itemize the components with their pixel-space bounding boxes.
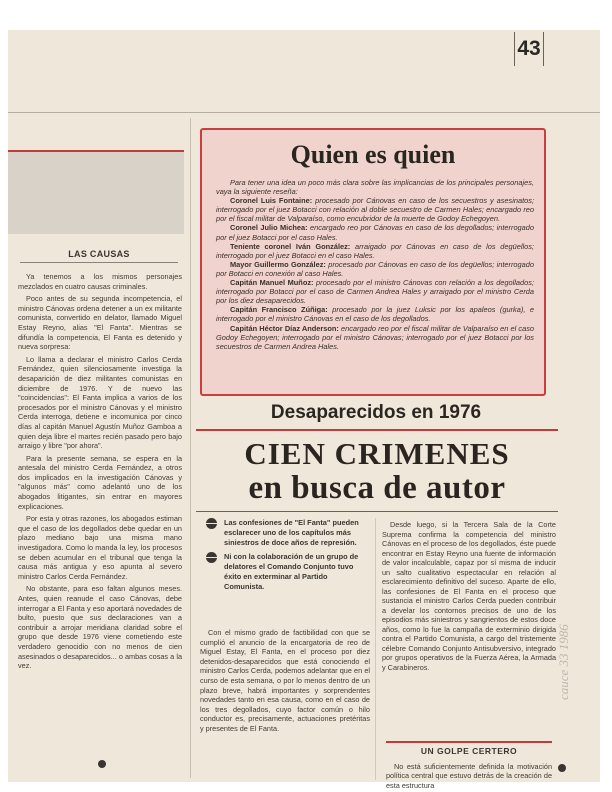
headline-line-1: CIEN CRIMENES — [244, 436, 510, 471]
entry: Capitán Francisco Zúñiga: procesado por la juez Luksic por los apaleos (gurka), e interrogado por el ministro Cánovas en el caso de los degollados. — [216, 305, 535, 324]
entry: Capitán Manuel Muñoz: procesado por el ministro Cánovas con relación a los degollados; interrogado por Botacci por el caso de Carmen Andrea Hales y arraigado por el ministro Cerda por los diez desaparecidos. — [216, 278, 534, 306]
bullet-item: Ni con la colaboración de un grupo de delatores el Comando Conjunto tuvo éxito en exterminar al Partido Comunista. — [200, 552, 360, 592]
red-rule — [8, 150, 184, 152]
paragraph: Desde luego, si la Tercera Sala de la Corte Suprema confirma la competencia del ministro Cánovas en el proceso de los degollados, éste puede encontrar en Estay Reyno una fuente de información de valor incalculable, capaz por sí misma de inducir un salto cualitativo espectacular en relación al esclarecimiento definitivo del suceso. Aparte de ello, las confesiones de El Fanta en el proceso que sustancia el ministro Carlos Cerda pueden contribuir a develar los contornos precisos de uno de los episodios más siniestros y sangrientos de estos doce años, como lo fue la campaña de exterminio dirigida contra el Partido Comunista, a cargo del tristemente célebre Comando Conjunto Antisubversivo, integrado por grupos operativos de la Fuerza Aérea, la Armada y Carabineros. — [382, 520, 556, 672]
box-body — [216, 178, 534, 351]
page-number: 43 — [514, 32, 544, 66]
image-placeholder — [8, 150, 184, 234]
bullet-icon — [206, 518, 217, 529]
right-column-continued — [386, 762, 552, 790]
headline-line-2: en busca de autor — [248, 470, 506, 506]
column-divider — [190, 118, 191, 778]
entry: Coronel Julio Michea: encargado reo por Cánovas en caso de los degollados; interrogado por el juez Botacci por el caso Hales. — [216, 223, 534, 242]
paragraph: Ya tenemos a los mismos personajes mezclados en cuatro causas criminales. — [18, 272, 182, 291]
entry: Coronel Luis Fontaine: procesado por Cánovas en caso de los secuestros y asesinatos; interrogado por el juez Botacci con relación al doble secuestro de Carmen Hales; encargado reo por el fiscal militar de Valparaíso, como encubridor de la muerte de Godoy Echegoyen. — [216, 196, 534, 224]
paragraph: Con el mismo grado de factibilidad con que se cumplió el anuncio de la encargatoria de reo de Miguel Estay, El Fanta, en el proceso por diez detenidos-desaparecidos que está conociendo el ministro Carlos Cerda, podemos adelantar que en el curso de esta semana, o por lo menos dentro de un plazo breve, habrá importantes y sorprendentes novedades tanto en esa causa, como en el caso de los tres degollados, cuyo factor común o hilo conductor es, precisamente, actuaciones pretéritas y presentes de El Fanta. — [200, 628, 370, 733]
paragraph: Lo llama a declarar el ministro Carlos Cerda Fernández, quien silenciosamente investiga la desaparición de diez militantes comunistas en diciembre de 1976. Y de nuevo las "coincidencias": El Fanta implica a varios de los procesados por el ministro Cánovas y el ministro Cerda interroga, detiene e incomunica por cinco días al capitán Manuel Agustín Muñoz Gamboa a quien deja libre el martes recién pasado pero bajo arraigo y libre "por ahora". — [18, 354, 182, 451]
quien-es-quien-box — [200, 128, 546, 396]
red-rule — [196, 511, 558, 512]
top-divider — [8, 112, 600, 113]
end-mark-icon — [98, 760, 106, 768]
middle-column — [200, 628, 370, 734]
paragraph: Para la presente semana, se espera en la antesala del ministro Cerda Fernández, a otros dos implicados en la investigación Cánovas y "algunos más" como adelantó uno de los abogados litigantes, sin entrar en mayores explicaciones. — [18, 453, 182, 511]
entry: Mayor Guillermo González: procesado por Cánovas en caso de los degüellos; interrogado por Botacci en conexión al caso Hales. — [216, 259, 534, 278]
paragraph: No está suficientemente definida la motivación política central que estuvo detrás de la creación de esta estructura — [386, 762, 552, 790]
bullet-item: Las confesiones de "El Fanta" pueden esclarecer uno de los capítulos más siniestros de doce años de represión. — [200, 518, 360, 548]
entry: Capitán Héctor Díaz Anderson: encargado reo por el fiscal militar de Valparaíso en el caso Godoy Echegoyen; interrogado por el ministro Cánovas; interrogado por el juez Botacci por los secuestros de Carmen Andrea Hales. — [216, 323, 534, 351]
paragraph: Por esta y otras razones, los abogados estiman que el caso de los degollados debe quedar en un plazo mediano bajo una misma mano investigadora. Como lo manda la ley, los procesos se deben acumular en el tribunal que tenga la causa más antigua y eso apunta al severo ministro Carlos Cerda Fernández. — [18, 514, 182, 581]
deck-bullets — [200, 518, 360, 596]
subhead-golpe: UN GOLPE CERTERO — [420, 746, 518, 756]
red-rule — [386, 741, 552, 743]
headline — [196, 436, 558, 506]
entry: Teniente coronel Iván González: arraigado por Cánovas en caso de los degüellos; interrogado por el juez Botacci en el caso Hales. — [216, 241, 534, 260]
bullet-icon — [206, 552, 217, 563]
continue-mark-icon — [558, 764, 566, 772]
box-title: Quien es quien — [290, 140, 456, 169]
red-rule — [196, 429, 558, 431]
column-divider — [375, 518, 376, 780]
left-column — [18, 272, 182, 772]
section-title-causas: LAS CAUSAS — [20, 249, 178, 263]
right-column — [382, 520, 556, 672]
paragraph: No obstante, para eso faltan algunos meses. Antes, quien reanude el caso Cánovas, debe interrogar a El Fanta y eso aportará novedades de bulto, puesto que sus declaraciones van a contribuir a arrojar meridiana claridad sobre el grupo que desde 1976 viene cometiendo este verdadero genocidio con no menos de cien asesinados o desaparecidos... o ambas cosas a la vez. — [18, 584, 182, 671]
archive-stamp: cauce 33 1986 — [556, 624, 571, 700]
kicker: Desaparecidos en 1976 — [270, 402, 482, 423]
intro: Para tener una idea un poco más clara sobre las implicancias de los principales personajes, vaya la siguiente reseña: — [216, 178, 534, 197]
paragraph: Poco antes de su segunda incompetencia, el ministro Cánovas ordena detener a un ex militante comunista, convertido en delator, llamado Miguel Estay Reyno, alias "El Fanta". Mientras se difundía la competencia, El Fanta es detenido y nueva sorpresa: — [18, 294, 182, 352]
